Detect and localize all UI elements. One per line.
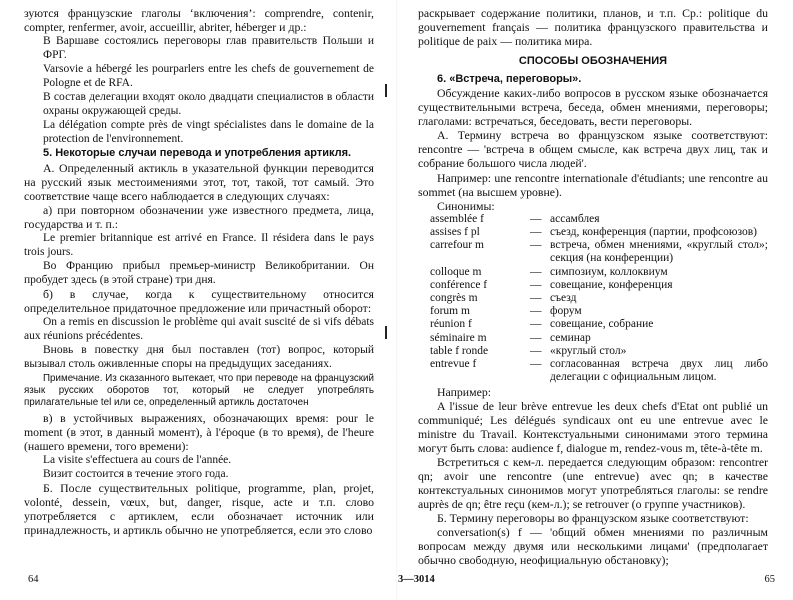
section-heading: 5. Некоторые случаи перевода и употребления артикля.: [43, 147, 352, 160]
right-page: [398, 0, 793, 600]
synonym-dash: —: [530, 278, 542, 291]
margin-mark: [385, 326, 387, 339]
note: Примечание. Из сказанного вытекает, что при переводе на французский язык русских оборотов тот, который не следует употреблять прилагательные tel или ce, определенный артикль достаточен: [24, 373, 374, 409]
synonym-dash: —: [530, 212, 542, 225]
synonym-meaning: согласованная встреча двух лиц либо делегации с официальным лицом.: [550, 358, 768, 384]
synonym-meaning: совещание, собрание: [550, 318, 654, 331]
example-ru: Во Францию прибыл премьер-министр Великобритании. Он пробудет здесь (в этой стране) три дня.: [24, 259, 374, 286]
synonym-term: conférence f: [430, 278, 488, 291]
paragraph: Б. После существительных politique, programme, plan, projet, volonté, dessein, vœux, but, danger, risque, acte и т.п. слово употребляется с артиклем, если обозначает источник или принадлежность, и артикль обычно не употребляется, если это слово: [24, 481, 374, 538]
synonym-term: colloque m: [430, 265, 482, 278]
example-ru: В состав делегации входят около двадцати специалистов в области охраны окружающей среды.: [43, 91, 374, 118]
section-heading: СПОСОБЫ ОБОЗНАЧЕНИЯ: [518, 55, 668, 68]
synonyms-label: Синонимы:: [437, 198, 495, 213]
example-fr: La visite s'effectuera au cours de l'année.: [43, 454, 232, 467]
synonym-term: forum m: [430, 305, 470, 318]
synonym-meaning: «круглый стол»: [550, 344, 627, 357]
example-fr: Varsovie a hébergé les pourparlers entre les chefs de gouvernement de Pologne et de RFA.: [43, 63, 374, 90]
synonym-dash: —: [530, 265, 542, 278]
paragraph: Б. Термину переговоры во французском языке соответствуют:: [437, 510, 749, 525]
paragraph: А. Определенный актикль в указательной функции переводится на русский язык местоимениями этот, тот, такой, тот самый. Это соответствие чаще всего наблюдается в следующих случаях:: [24, 160, 374, 203]
synonym-dash: —: [530, 318, 542, 331]
paragraph: A l'issue de leur brève entrevue les deux chefs d'Etat ont publié un communiqué; Les délégués syndicaux ont eu une entrevue avec le ministre du Travail. Контекстуальными синонимами этого термина могут быть слова: audience f, dialogue m, rendez-vous m, tête-à-tête m.: [418, 398, 768, 455]
right-text-column: [418, 6, 768, 567]
synonym-term: table f ronde: [430, 344, 489, 357]
page-number: 64: [28, 574, 39, 585]
margin-mark: [385, 84, 387, 97]
synonym-meaning: съезд, конференция (партии, профсоюзов): [550, 225, 757, 238]
paragraph: А. Термину встреча во французском языке соответствуют: rencontre — 'встреча в общем смысле, как встреча двух лиц, так и собрание большого числа людей'.: [418, 128, 768, 171]
synonym-meaning: ассамблея: [550, 212, 600, 225]
synonym-term: assemblée f: [430, 212, 484, 225]
synonym-term: carrefour m: [430, 239, 484, 252]
synonym-dash: —: [530, 239, 542, 252]
synonym-meaning: встреча, обмен мнениями, «круглый стол»; секция (на конференции): [550, 239, 768, 265]
example-fr: Le premier britannique est arrivé en France. Il résidera dans le pays trois jours.: [24, 231, 374, 258]
paragraph: conversation(s) f — 'общий обмен мнениями по различным вопросам между двумя или несколькими лицами' (предполагает обычно свободную, неофициальную обстановку);: [418, 524, 768, 568]
synonym-term: réunion f: [430, 318, 472, 331]
synonym-meaning: форум: [550, 305, 582, 318]
example-fr: La délégation compte près de vingt spécialistes dans le domaine de la protection de l'environnement.: [43, 119, 374, 146]
synonym-dash: —: [530, 358, 542, 371]
left-text-column: [24, 6, 374, 538]
paragraph: в) в устойчивых выражениях, обозначающих время: pour le moment (в этот, в данный момент), à l'époque (в то время), de l'heure (нашего времени, того времени):: [24, 411, 374, 454]
paragraph: б) в случае, когда к существительному относится определительное придаточное предложение или причастный оборот:: [24, 286, 374, 315]
paragraph: Встретиться с кем-л. передается следующим образом: rencontrer qn; avoir une rencontre (une entrevue) avec qn; в качестве контекстуальных синонимов могут употребляться глаголы: se rendre auprès de qn; être reçu (кем-л.); se retrouver (о группе участников).: [418, 454, 768, 511]
synonym-meaning: семинар: [550, 331, 591, 344]
synonym-meaning: съезд: [550, 291, 577, 304]
page-number: 65: [764, 574, 775, 585]
synonym-dash: —: [530, 225, 542, 238]
synonyms-list: [430, 213, 768, 385]
synonym-meaning: совещание, конференция: [550, 278, 673, 291]
printer-signature: 3—3014: [398, 574, 435, 585]
synonym-term: congrès m: [430, 291, 478, 304]
paragraph: Например: une rencontre internationale d'étudiants; une rencontre au sommet (на высшем уровне).: [418, 170, 768, 199]
subsection-heading: 6. «Встреча, переговоры».: [437, 73, 582, 86]
synonym-term: assises f pl: [430, 225, 480, 238]
synonym-dash: —: [530, 331, 542, 344]
example-label: Например:: [437, 384, 492, 399]
synonym-dash: —: [530, 344, 542, 357]
example-ru: В Варшаве состоялись переговоры глав правительств Польши и ФРГ.: [43, 35, 374, 62]
synonym-term: entrevue f: [430, 358, 477, 371]
paragraph: раскрывает содержание политики, планов, и т.п. Ср.: politique du gouvernement français — политика французского правительства и politique de paix — политика мира.: [418, 6, 768, 49]
paragraph: зуются французские глаголы ‘включения’: comprendre, contenir, compter, renfermer, avoir, accueillir, abriter, héberger и др.:: [24, 6, 374, 35]
synonym-dash: —: [530, 305, 542, 318]
paragraph: а) при повторном обозначении уже известного предмета, лица, государства и т. п.:: [24, 202, 374, 231]
example-ru: Вновь в повестку дня был поставлен (тот) вопрос, который вызывал столь оживленные споры на предыдущих заседаниях.: [24, 344, 374, 371]
example-fr: On a remis en discussion le problème qui avait suscité de si vifs débats aux réunions précédentes.: [24, 316, 374, 343]
synonym-meaning: симпозиум, коллоквиум: [550, 265, 668, 278]
paragraph: Обсуждение каких-либо вопросов в русском языке обозначается существительными встреча, беседа, обмен мнениями, переговоры; глаголами: встречаться, беседовать, вести переговоры.: [418, 86, 768, 129]
synonym-term: séminaire m: [430, 331, 487, 344]
synonym-dash: —: [530, 291, 542, 304]
example-ru: Визит состоится в течение этого года.: [43, 468, 229, 481]
